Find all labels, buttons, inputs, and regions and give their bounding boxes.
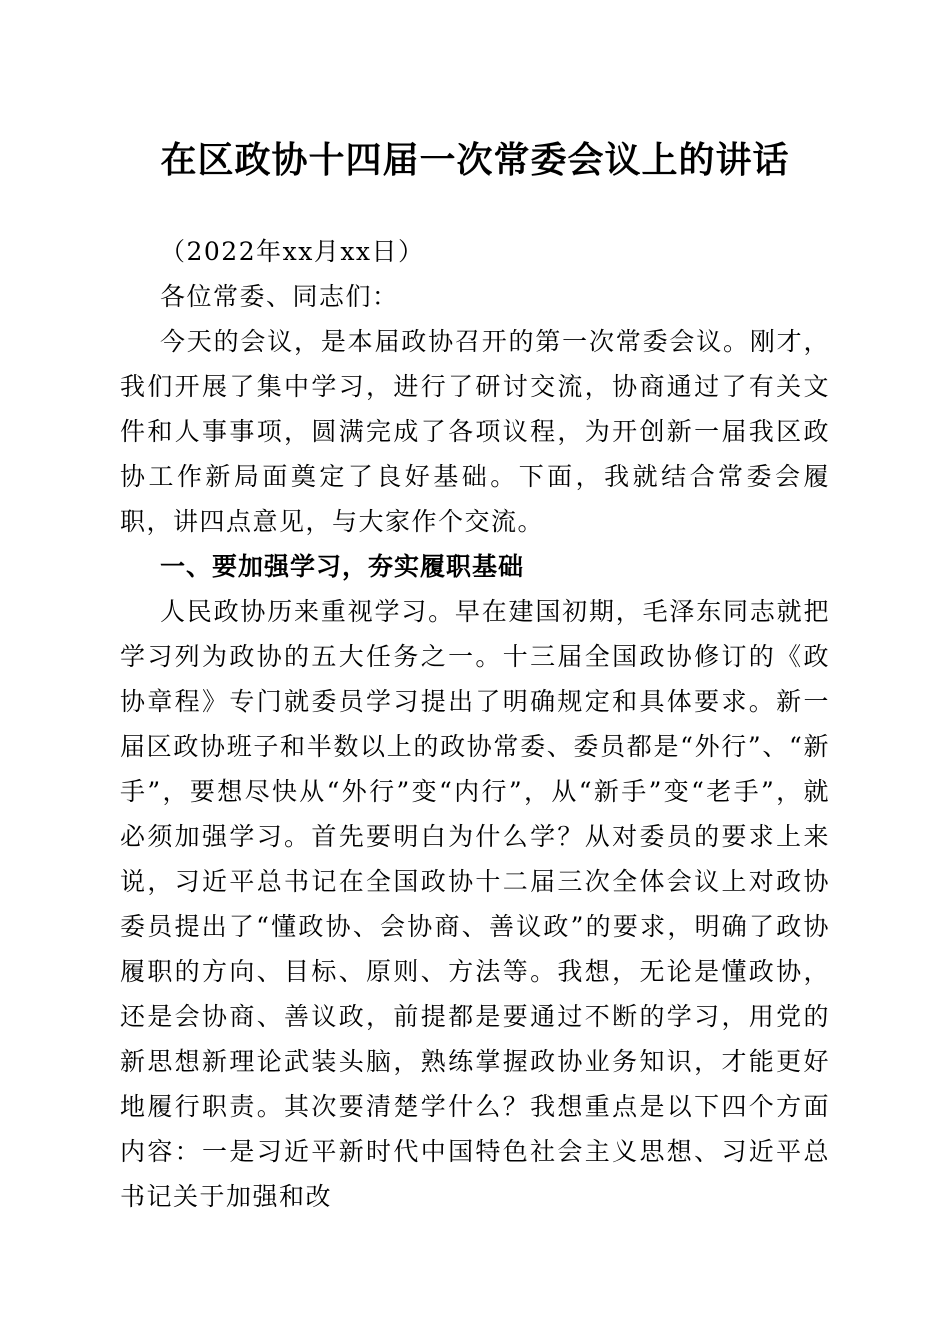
- section-paragraph: 人民政协历来重视学习。早在建国初期，毛泽东同志就把学习列为政协的五大任务之一。十三届全国政协修订的《政协章程》专门就委员学习提出了明确规定和具体要求。新一届区政协班子和半数以上的政协常委、委员都是“外行”、“新手”，要想尽快从“外行”变“内行”，从“新手”变“老手”，就必须加强学习。首先要明白为什么学？从对委员的要求上来说，习近平总书记在全国政协十二届三次全体会议上对政协委员提出了“懂政协、会协商、善议政”的要求，明确了政协履职的方向、目标、原则、方法等。我想，无论是懂政协，还是会协商、善议政，前提都是要通过不断的学习，用党的新思想新理论武装头脑，熟练掌握政协业务知识，才能更好地履行职责。其次要清楚学什么？我想重点是以下四个方面内容：一是习近平新时代中国特色社会主义思想、习近平总书记关于加强和改: [120, 597, 830, 1211]
- salutation: 各位常委、同志们：: [160, 282, 399, 311]
- section-heading: 一、要加强学习，夯实履职基础: [160, 552, 525, 581]
- document-body: [120, 229, 830, 1219]
- date-line: （2022年xx月xx日）: [160, 237, 425, 266]
- document-title: 在区政协十四届一次常委会议上的讲话: [160, 139, 790, 181]
- opening-paragraph: 今天的会议，是本届政协召开的第一次常委会议。刚才，我们开展了集中学习，进行了研讨交流，协商通过了有关文件和人事事项，圆满完成了各项议程，为开创新一届我区政协工作新局面奠定了良好基础。下面，我就结合常委会履职，讲四点意见，与大家作个交流。: [120, 327, 830, 536]
